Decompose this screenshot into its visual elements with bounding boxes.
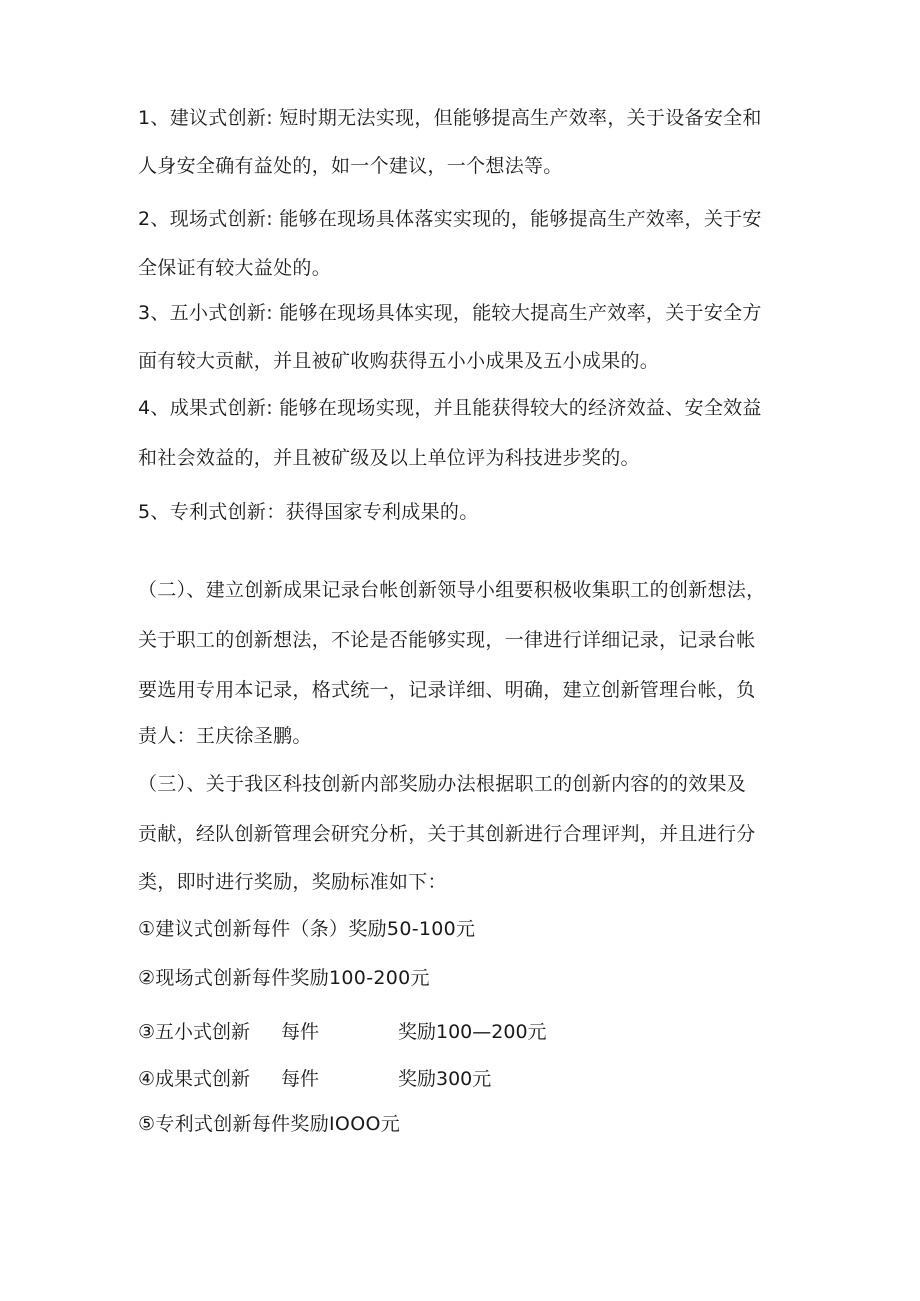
reward-1: ①建议式创新每件（条）奖励50-100元 (138, 918, 476, 940)
reward-4-unit: 每件 (281, 1068, 320, 1090)
reward-3-name: ③五小式创新 (138, 1021, 251, 1043)
category-3-line2: 面有较大贡献，并且被矿收购获得五小小成果及五小成果的。 (138, 350, 660, 372)
category-2-line1: 2、现场式创新: 能够在现场具体落实实现的，能够提高生产效率，关于安 (138, 208, 762, 230)
section-3-line3: 类，即时进行奖励，奖励标准如下： (138, 871, 447, 893)
reward-3-unit: 每件 (281, 1021, 320, 1043)
reward-4-name: ④成果式创新 (138, 1068, 251, 1090)
category-4-line1: 4、成果式创新: 能够在现场实现，并且能获得较大的经济效益、安全效益 (138, 397, 762, 419)
section-3-line2: 贡献，经队创新管理会研究分析，关于其创新进行合理评判，并且进行分 (138, 823, 756, 845)
reward-4-amount: 奖励300元 (398, 1068, 492, 1090)
reward-2: ②现场式创新每件奖励100-200元 (138, 967, 430, 989)
category-4-line2: 和社会效益的，并且被矿级及以上单位评为科技进步奖的。 (138, 447, 640, 469)
category-2-line2: 全保证有较大益处的。 (138, 257, 332, 279)
section-2-line4: 责人：王庆徐圣鹏。 (138, 725, 312, 747)
section-2-line3: 要选用专用本记录，格式统一，记录详细、明确，建立创新管理台帐，负 (138, 679, 756, 701)
category-5-line1: 5、专利式创新：获得国家专利成果的。 (138, 501, 479, 523)
reward-3-amount: 奖励100—200元 (398, 1021, 547, 1043)
category-3-line1: 3、五小式创新: 能够在现场具体实现，能较大提高生产效率，关于安全方 (138, 302, 762, 324)
reward-5: ⑤专利式创新每件奖励IOOO元 (138, 1113, 401, 1135)
reward-3 (138, 1020, 658, 1044)
reward-4 (138, 1067, 658, 1091)
section-2-line2: 关于职工的创新想法，不论是否能够实现，一律进行详细记录，记录台帐 (138, 629, 756, 651)
section-2-line1: （二）、建立创新成果记录台帐创新领导小组要积极收集职工的创新想法， (138, 579, 766, 601)
category-1-line2: 人身安全确有益处的，如一个建议，一个想法等。 (138, 155, 563, 177)
section-3-line1: （三）、关于我区科技创新内部奖励办法根据职工的创新内容的的效果及 (138, 773, 747, 795)
category-1-line1: 1、建议式创新: 短时期无法实现，但能够提高生产效率，关于设备安全和 (138, 107, 762, 129)
